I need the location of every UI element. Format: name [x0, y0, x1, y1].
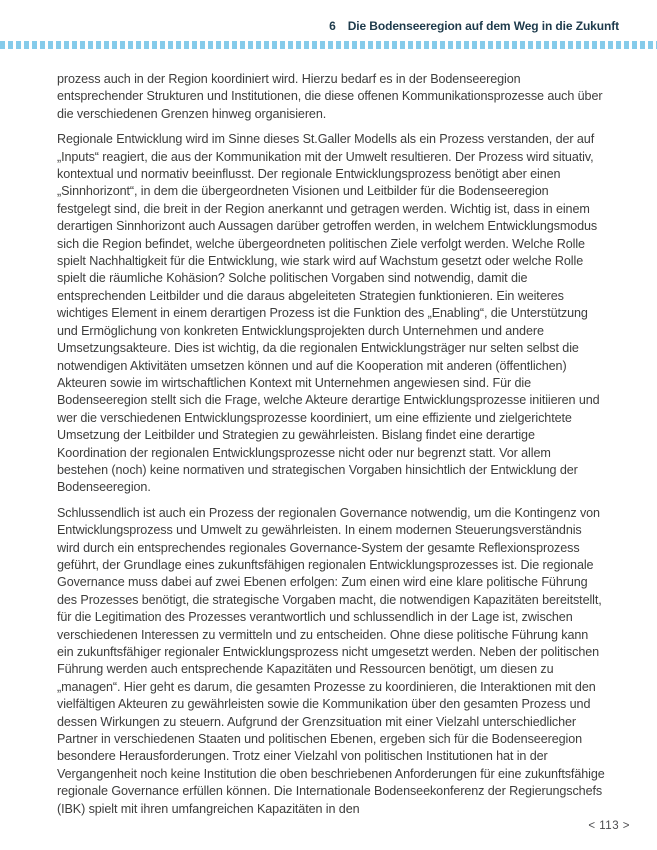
page-footer	[588, 820, 630, 832]
page-number: < 113 >	[588, 820, 630, 832]
dotted-rule	[0, 41, 657, 49]
running-head	[329, 19, 619, 33]
paragraph-1: prozess auch in der Region koordiniert wird. Hierzu bedarf es in der Bodenseeregion entsprechender Strukturen und Institutionen, die diese offenen Kommunikationsprozesse auch über die verschiedenen Grenzen hinweg organisieren.	[57, 72, 603, 121]
chapter-number: 6	[329, 19, 336, 33]
paragraph-3: Schlussendlich ist auch ein Prozess der regionalen Governance notwendig, um die Kontingenz von Entwicklungsprozess und Umwelt zu gewährleisten. In einem modernen Steuerungsverständnis wird durch ein entsprechendes regionales Governance-System der gesamte Reflexionsprozess geführt, der Grundlage eines zukunftsfähigen regionalen Entwicklungsprozesses ist. Die regionale Governance muss dabei auf zwei Ebenen erfolgen: Zum einen wird eine klare politische Führung des Prozesses benötigt, die strategische Vorgaben macht, die notwendigen Kapazitäten bereitstellt, für die Legitimation des Prozesses verantwortlich und schlussendlich in der Lage ist, zwischen verschiedenen Interessen zu vermitteln und zu entscheiden. Ohne diese politische Führung kann ein zukunftsfähiger regionaler Entwicklungsprozess nicht umgesetzt werden. Neben der politischen Führung werden auch entsprechende Kapazitäten und Ressourcen benötigt, um diesen zu „managen“. Hier geht es darum, die gesamten Prozesse zu koordinieren, die Interaktionen mit den vielfältigen Akteuren zu gewährleisten sowie die Kommunikation über den gesamten Prozess und dessen Wirkungen zu steuern. Aufgrund der Grenzsituation mit einer Vielzahl unterschiedlicher Partner in verschiedenen Staaten und politischen Ebenen, ergeben sich für die Bodenseeregion besondere Herausforderungen. Trotz einer Vielzahl von politischen Institutionen hat in der Vergangenheit noch keine Institution die oben beschriebenen Anforderungen für eine zukunftsfähige regionale Governance erfüllen können. Die Internationale Bodenseekonferenz der Regierungschefs (IBK) spielt mit ihren umfangreichen Kapazitäten in den	[57, 505, 605, 816]
chapter-title: Die Bodenseeregion auf dem Weg in die Zukunft	[347, 19, 619, 33]
article-body	[57, 71, 605, 818]
paragraph-2: Regionale Entwicklung wird im Sinne dieses St.Galler Modells als ein Prozess verstanden, der auf „Inputs“ reagiert, die aus der Kommunikation mit der Umwelt resultieren. Der Prozess wird situativ, kontextual und normativ beeinflusst. Der regionale Entwicklungsprozess benötigt aber einen „Sinnhorizont“, in dem die übergeordneten Visionen und Leitbilder für die Bodenseeregion festgelegt sind, die breit in der Region anerkannt und getragen werden. Wichtig ist, dass in einem derartigen Sinnhorizont auch Aussagen darüber getroffen werden, in welchem Entwicklungsmodus sich die Region befindet, welche übergeordneten politischen Ziele verfolgt werden. Welche Rolle spielt Nachhaltigkeit für die Entwicklung, wie stark wird auf Wachstum gesetzt oder welche Rolle spielt die räumliche Kohäsion? Solche politischen Vorgaben sind notwendig, damit die entsprechenden Leitbilder und die daraus abgeleiteten Strategien funktionieren. Ein weiteres wichtiges Element in einem derartigen Prozess ist die Funktion des „Enabling“, die Unterstützung und Ermöglichung von konkreten Entwicklungsprojekten durch Unternehmen und andere Umsetzungsakteure. Dies ist wichtig, da die regionalen Entwicklungsträger nur selten selbst die notwendigen Aktivitäten umsetzen können und auf die Kooperation mit anderen (öffentlichen) Akteuren sowie im wirtschaftlichen Kontext mit Unternehmen angewiesen sind. Für die Bodenseeregion stellt sich die Frage, welche Akteure derartige Entwicklungsprozesse initiieren und wer die verschiedenen Entwicklungsprozesse koordiniert, um eine effiziente und zielgerichtete Umsetzung der Leitbilder und Strategien zu gewährleisten. Bislang findet eine derartige Koordination der regionalen Entwicklungsprozesse nicht oder nur begrenzt statt. Vor allem bestehen (noch) keine normativen und strategischen Vorgaben hinsichtlich der Entwicklung der Bodenseeregion.	[57, 132, 600, 495]
